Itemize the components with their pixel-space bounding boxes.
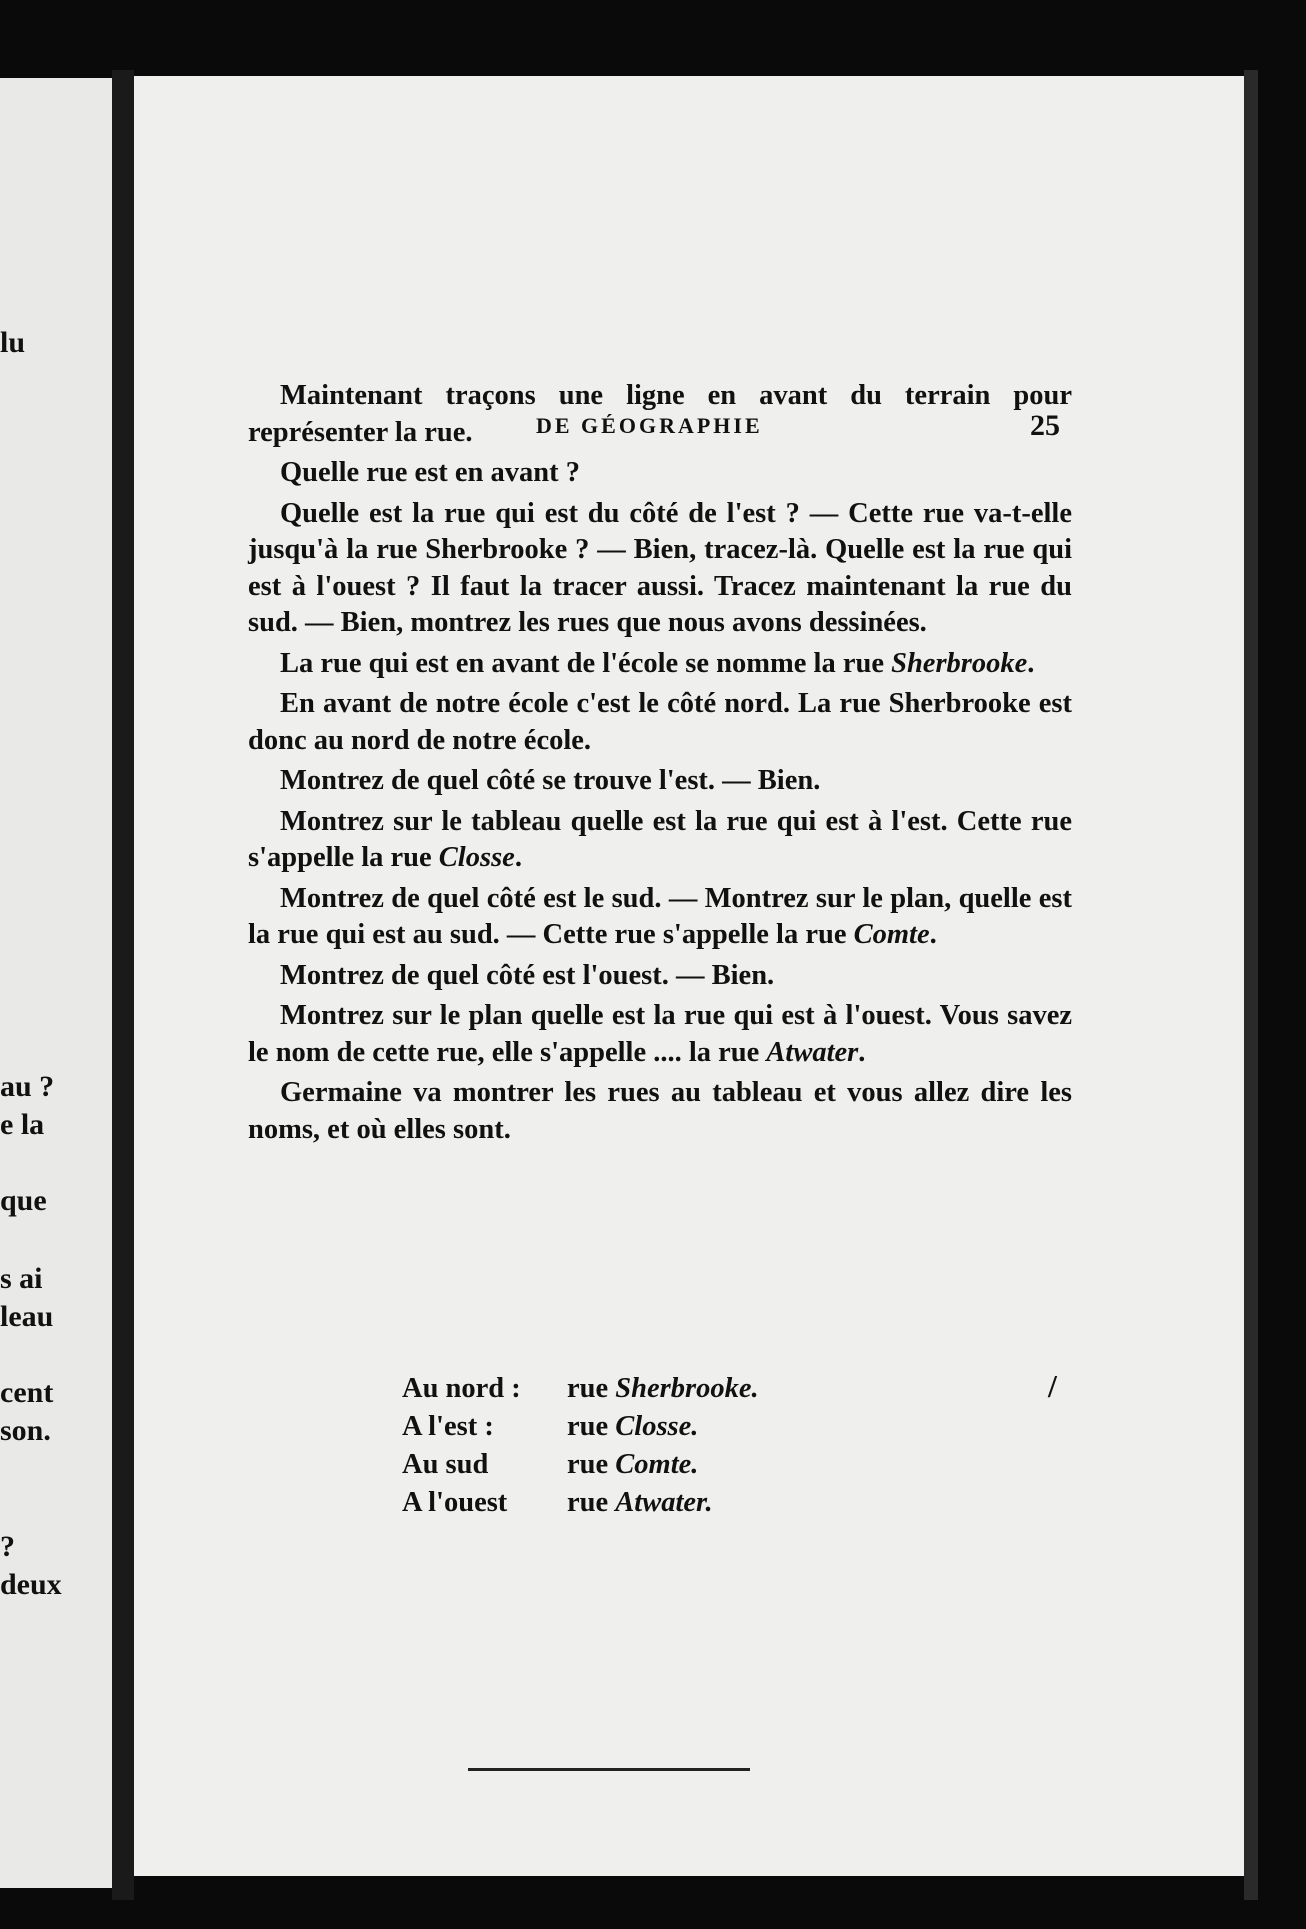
- summary-row: [402, 1370, 759, 1408]
- prev-page-fragment: cent: [0, 1376, 54, 1409]
- street-name: Sherbrooke: [891, 647, 1028, 679]
- text-run: .: [929, 919, 937, 950]
- text-run: Montrez sur le tableau quelle est la rue qui est à l'est. Cette rue s'appelle la rue: [248, 805, 1072, 873]
- prev-page-fragment: leau: [0, 1300, 54, 1333]
- running-title: DE GÉOGRAPHIE: [536, 413, 763, 438]
- street-name: Comte: [853, 919, 930, 950]
- page-edge-shadow: [1244, 70, 1258, 1900]
- street-name: Atwater.: [615, 1487, 713, 1518]
- prev-page-fragment: au ?: [0, 1070, 55, 1103]
- summary-row: [402, 1446, 759, 1484]
- prev-page-fragment: s ai: [0, 1262, 43, 1295]
- paragraph: Montrez de quel côté se trouve l'est. — Bien.: [280, 765, 821, 796]
- text-run: Montrez sur le plan quelle est la rue qui est à l'ouest. Vous savez le nom de cette rue, elle s'appelle .... la rue: [248, 1000, 1072, 1068]
- paragraph: Quelle rue est en avant ?: [280, 457, 581, 488]
- street-prefix: rue: [567, 1411, 616, 1442]
- paragraph: Germaine va montrer les rues au tableau et vous allez dire les noms, et où elles sont.: [248, 1077, 1072, 1145]
- direction-label: A l'ouest: [402, 1487, 508, 1518]
- prev-page-fragment: lu: [0, 326, 26, 359]
- book-gutter: [112, 70, 134, 1900]
- direction-label: Au nord :: [402, 1373, 521, 1404]
- prev-page-fragment: que: [0, 1184, 47, 1217]
- book-page: [134, 76, 1244, 1876]
- text-run: La rue qui est en avant de l'école se nomme la rue: [280, 647, 892, 679]
- paragraph: [248, 804, 1072, 877]
- previous-page-edge: [0, 78, 112, 1888]
- prev-page-fragment: e la: [0, 1108, 45, 1141]
- margin-mark: /: [1048, 1368, 1057, 1404]
- text-run: .: [1027, 647, 1035, 679]
- street-name: Sherbrooke.: [615, 1373, 759, 1404]
- street-name: Comte.: [615, 1449, 699, 1480]
- text-run: .: [858, 1036, 866, 1068]
- text-run: .: [514, 842, 522, 873]
- paragraph: [248, 881, 1072, 954]
- direction-label: Au sud: [402, 1449, 489, 1480]
- paragraph: [248, 998, 1072, 1071]
- prev-page-fragment: son.: [0, 1414, 51, 1447]
- street-prefix: rue: [567, 1373, 616, 1404]
- page-body: [248, 378, 1072, 1152]
- street-prefix: rue: [567, 1487, 616, 1518]
- prev-page-fragment: ?: [0, 1530, 15, 1563]
- summary-row: [402, 1408, 759, 1446]
- paragraph: Montrez de quel côté est l'ouest. — Bien.: [280, 959, 775, 991]
- street-name: Atwater: [766, 1036, 859, 1068]
- street-name: Closse.: [615, 1411, 699, 1442]
- street-summary: [402, 1370, 759, 1522]
- page-number: 25: [1030, 409, 1060, 442]
- prev-page-fragment: deux: [0, 1568, 62, 1601]
- street-name: Closse: [438, 842, 515, 873]
- horizontal-rule: [468, 1768, 750, 1771]
- paragraph: Maintenant traçons une ligne en avant du terrain pour représenter la rue.: [248, 380, 1072, 448]
- direction-label: A l'est :: [402, 1411, 494, 1442]
- summary-row: [402, 1484, 759, 1522]
- text-run: Montrez de quel côté est le sud. — Montrez sur le plan, quelle est la rue qui est au sud. — Cette rue s'appelle la rue: [248, 882, 1072, 950]
- paragraph: En avant de notre école c'est le côté nord. La rue Sherbrooke est donc au nord de notre école.: [248, 688, 1072, 756]
- paragraph: Quelle est la rue qui est du côté de l'est ? — Cette rue va-t-elle jusqu'à la rue Sherbrooke ? — Bien, tracez-là. Quelle est la rue qui est à l'ouest ? Il faut la tracer aussi. Tracez maintenant la rue du sud. — Bien, montrez les rues que nous avons dessinées.: [248, 497, 1072, 638]
- paragraph: [248, 646, 1072, 683]
- street-prefix: rue: [567, 1449, 616, 1480]
